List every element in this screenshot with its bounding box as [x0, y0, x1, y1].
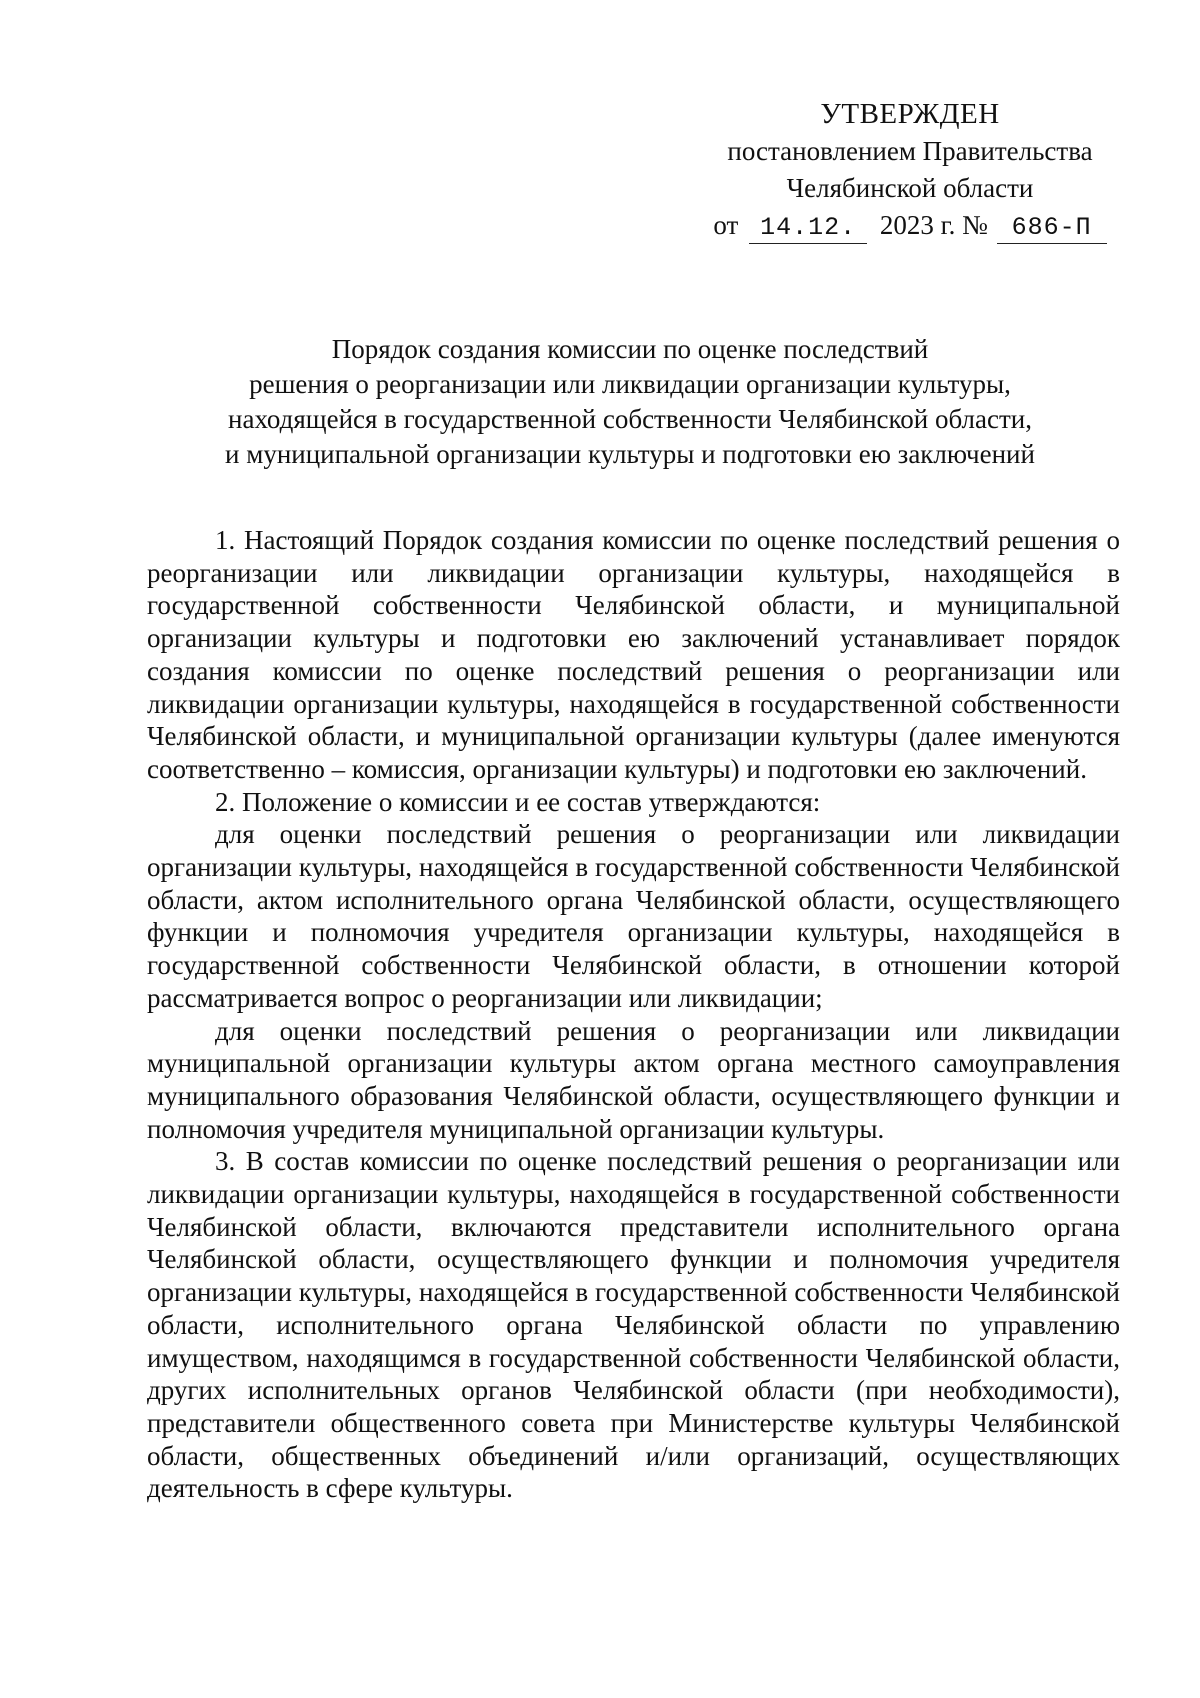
document-title — [140, 332, 1120, 472]
title-line: решения о реорганизации или ликвидации организации культуры, — [249, 369, 1011, 399]
title-line: Порядок создания комиссии по оценке последствий — [331, 334, 929, 364]
paragraph-2: 2. Положение о комиссии и ее состав утверждаются: — [215, 786, 821, 817]
title-line: и муниципальной организации культуры и подготовки ею заключений — [225, 439, 1035, 469]
approval-date-line — [700, 207, 1120, 244]
paragraph-3: 3. В состав комиссии по оценке последствий решения о реорганизации или ликвидации организации культуры, находящейся в государственной собственности Челябинской области, включаются представители исполнительного органа Челябинской области, осуществляющего функции и полномочия учредителя организации культуры, находящейся в государственной собственности Челябинской области, исполнительного органа Челябинской области по управлению имуществом, находящимся в государственной собственности Челябинской области, других исполнительных органов Челябинской области (при необходимости), представители общественного совета при Министерстве культуры Челябинской области, общественных объединений и/или организаций, осуществляющих деятельность в сфере культуры. — [147, 1146, 1120, 1504]
paragraph-2-item-2: для оценки последствий решения о реорганизации или ликвидации муниципальной организации культуры актом органа местного самоуправления муниципального образования Челябинской области, осуществляющего функции и полномочия учредителя муниципальной организации культуры. — [147, 1015, 1120, 1144]
document-body — [147, 524, 1120, 1505]
paragraph-1: 1. Настоящий Порядок создания комиссии по оценке последствий решения о реорганизации или ликвидации организации культуры, находящейся в государственной собственности Челябинской области, и муниципальной организации культуры и подготовки ею заключений устанавливает порядок создания комиссии по оценке последствий решения о реорганизации или ликвидации организации культуры, находящейся в государственной собственности Челябинской области, и муниципальной организации культуры (далее именуются соответственно – комиссия, организации культуры) и подготовки ею заключений. — [147, 525, 1120, 784]
approval-line-2: Челябинской области — [786, 173, 1034, 203]
title-line: находящейся в государственной собственности Челябинской области, — [228, 404, 1032, 434]
date-field: 14.12. — [749, 213, 867, 244]
paragraph-2-item-1: для оценки последствий решения о реорганизации или ликвидации организации культуры, находящейся в государственной собственности Челябинской области, актом исполнительного органа Челябинской области, осуществляющего функции и полномочия учредителя организации культуры, находящейся в государственной собственности Челябинской области, в отношении которой рассматривается вопрос о реорганизации или ликвидации; — [147, 819, 1120, 1013]
approval-line-1: постановлением Правительства — [727, 136, 1093, 166]
number-field: 686-П — [997, 213, 1107, 244]
date-prefix: от — [713, 210, 739, 240]
approval-stamp — [700, 96, 1120, 244]
year-label: 2023 г. № — [879, 210, 988, 240]
approval-title: УТВЕРЖДЕН — [820, 98, 1000, 130]
